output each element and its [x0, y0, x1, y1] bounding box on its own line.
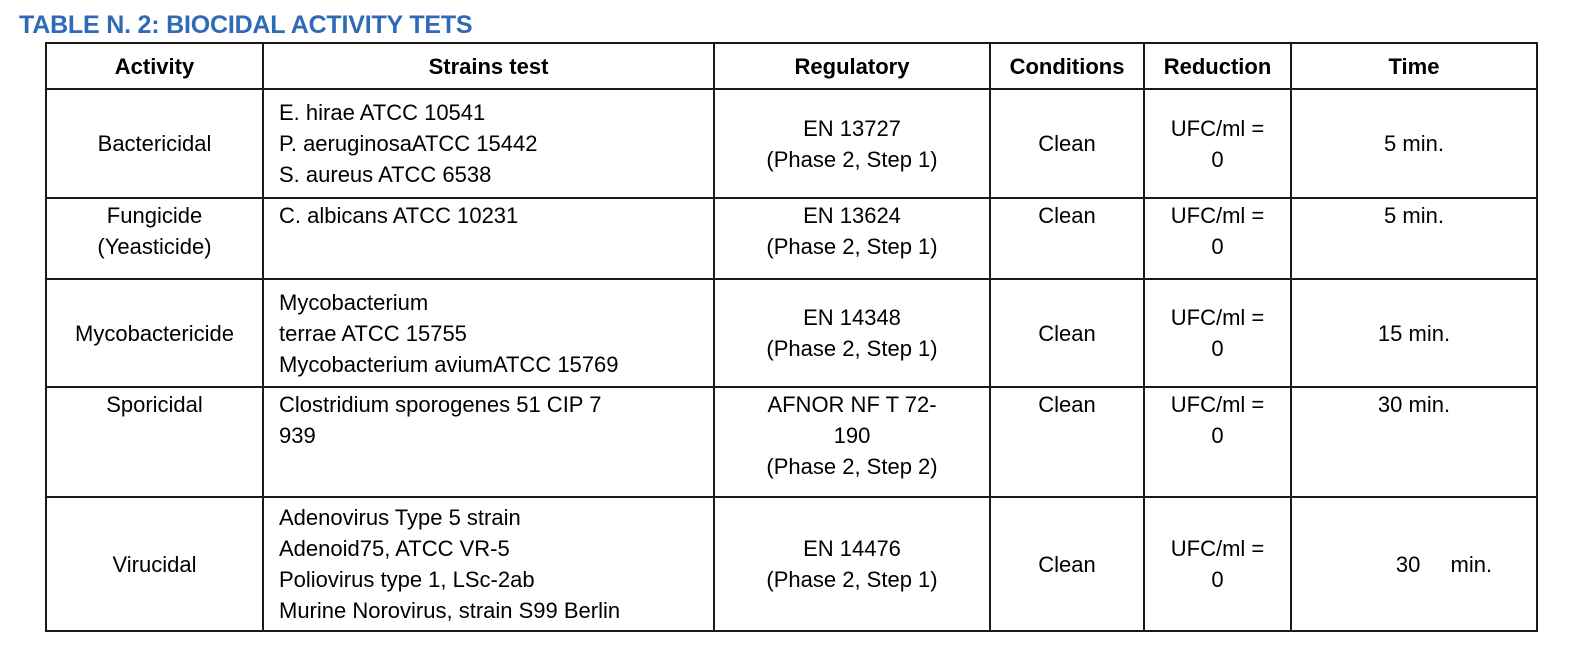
- conditions-cell: Clean: [990, 387, 1144, 497]
- reduction-cell: [1144, 497, 1291, 631]
- activity-text: Mycobactericide: [75, 320, 234, 346]
- reduction-text: 0: [1211, 423, 1224, 448]
- regulatory-text: AFNOR NF T 72-: [767, 392, 937, 417]
- strain-text: C. albicans ATCC 10231: [279, 203, 519, 228]
- strain-text: Mycobacterium aviumATCC 15769: [279, 351, 619, 377]
- regulatory-text: (Phase 2, Step 1): [766, 146, 938, 172]
- header-reduction: Reduction: [1144, 43, 1291, 89]
- activity-cell: [46, 89, 263, 198]
- strain-text: E. hirae ATCC 10541: [279, 100, 486, 125]
- regulatory-cell: [714, 279, 990, 387]
- time-cell: 5 min.: [1291, 89, 1537, 198]
- time-cell: 15 min.: [1291, 279, 1537, 387]
- time-text: 30 min.: [1395, 551, 1493, 577]
- table-header-row: [46, 43, 1537, 89]
- reduction-text: UFC/ml =: [1170, 115, 1265, 141]
- table-row: [46, 198, 1537, 279]
- reduction-text: 0: [1211, 336, 1224, 361]
- conditions-cell: Clean: [990, 279, 1144, 387]
- regulatory-text: (Phase 2, Step 1): [766, 336, 938, 361]
- reduction-text: 0: [1211, 234, 1224, 259]
- reduction-text: UFC/ml =: [1170, 392, 1265, 417]
- strains-cell: [263, 497, 714, 631]
- header-regulatory: Regulatory: [714, 43, 990, 89]
- regulatory-text: (Phase 2, Step 2): [766, 454, 938, 479]
- table-row: [46, 279, 1537, 387]
- reduction-text: 0: [1211, 567, 1224, 592]
- regulatory-text: EN 13624: [803, 203, 901, 228]
- reduction-text: UFC/ml =: [1170, 536, 1265, 561]
- strain-text: P. aeruginosaATCC 15442: [279, 131, 538, 156]
- strains-cell: [263, 387, 714, 497]
- regulatory-text: (Phase 2, Step 1): [766, 567, 938, 592]
- strain-text: Clostridium sporogenes 51 CIP 7: [279, 392, 602, 417]
- activity-text: Bactericidal: [97, 131, 212, 156]
- reduction-cell: [1144, 387, 1291, 497]
- activity-cell: [46, 198, 263, 279]
- header-time: Time: [1291, 43, 1537, 89]
- regulatory-text: (Phase 2, Step 1): [766, 234, 938, 259]
- activity-text: Virucidal: [112, 551, 197, 577]
- strain-text: Adenoid75, ATCC VR-5: [279, 536, 510, 561]
- time-cell: 30 min.: [1291, 387, 1537, 497]
- activity-text: Fungicide: [106, 203, 203, 228]
- regulatory-cell: [714, 89, 990, 198]
- strain-text: Mycobacterium: [279, 289, 429, 315]
- regulatory-text: EN 14476: [803, 536, 901, 561]
- header-activity: Activity: [46, 43, 263, 89]
- strain-text: Murine Norovirus, strain S99 Berlin: [279, 598, 621, 623]
- conditions-cell: Clean: [990, 89, 1144, 198]
- strain-text: Poliovirus type 1, LSc-2ab: [279, 567, 535, 592]
- activity-text: Sporicidal: [106, 392, 203, 417]
- strain-text: Adenovirus Type 5 strain: [279, 505, 521, 530]
- header-conditions: Conditions: [990, 43, 1144, 89]
- strain-text: terrae ATCC 15755: [279, 320, 467, 346]
- time-cell: 5 min.: [1291, 198, 1537, 279]
- activity-cell: [46, 279, 263, 387]
- biocidal-activity-table: [45, 42, 1538, 632]
- reduction-text: 0: [1211, 146, 1224, 172]
- activity-text: (Yeasticide): [97, 234, 212, 259]
- reduction-cell: [1144, 89, 1291, 198]
- strains-cell: [263, 198, 714, 279]
- conditions-cell: Clean: [990, 198, 1144, 279]
- table-row: [46, 387, 1537, 497]
- regulatory-cell: [714, 497, 990, 631]
- strain-text: S. aureus ATCC 6538: [279, 162, 492, 187]
- regulatory-cell: [714, 387, 990, 497]
- strains-cell: [263, 279, 714, 387]
- activity-cell: [46, 497, 263, 631]
- regulatory-text: EN 14348: [803, 305, 901, 330]
- regulatory-cell: [714, 198, 990, 279]
- reduction-cell: [1144, 279, 1291, 387]
- conditions-cell: Clean: [990, 497, 1144, 631]
- strains-cell: [263, 89, 714, 198]
- header-strains-test: Strains test: [263, 43, 714, 89]
- table-row: [46, 497, 1537, 631]
- activity-cell: [46, 387, 263, 497]
- time-cell: [1291, 497, 1537, 631]
- regulatory-text: 190: [833, 423, 871, 448]
- regulatory-text: EN 13727: [803, 115, 901, 141]
- table-title: TABLE N. 2: BIOCIDAL ACTIVITY TETS: [19, 11, 473, 39]
- reduction-text: UFC/ml =: [1170, 203, 1265, 228]
- table-row: [46, 89, 1537, 198]
- strain-text: 939: [279, 423, 316, 448]
- reduction-text: UFC/ml =: [1170, 305, 1265, 330]
- reduction-cell: [1144, 198, 1291, 279]
